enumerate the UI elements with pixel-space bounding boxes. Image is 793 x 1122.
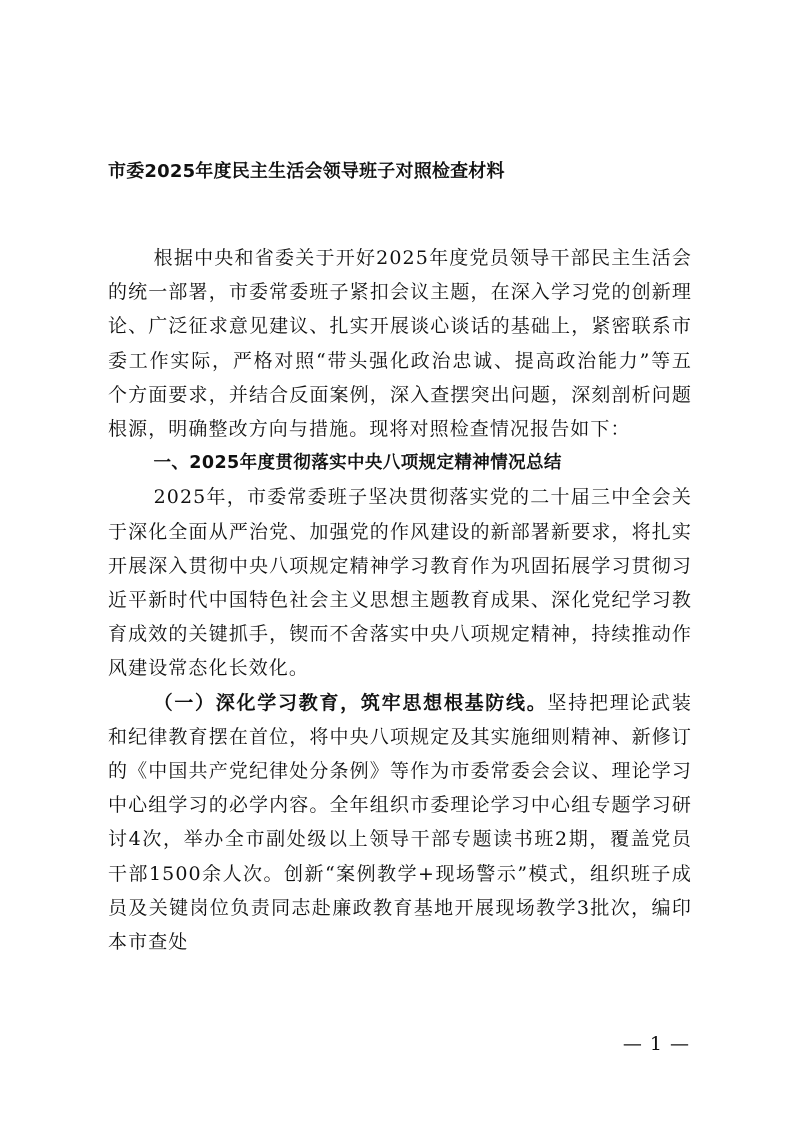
section-1-paragraph: 2025年，市委常委班子坚决贯彻落实党的二十届三中全会关于深化全面从严治党、加强党的作风建设的新部署新要求，将扎实开展深入贯彻中央八项规定精神学习教育作为巩固拓展学习贯彻习近平新时代中国特色社会主义思想主题教育成果、深化党纪学习教育成效的关键抓手，锲而不舍落实中央八项规定精神，持续推动作风建设常态化长效化。 — [108, 486, 692, 680]
subsection-1-lead: （一）深化学习教育，筑牢思想根基防线。 — [153, 691, 548, 714]
subsection-1-text: 坚持把理论武装和纪律教育摆在首位，将中央八项规定及其实施细则精神、新修订的《中国共产党纪律处分条例》等作为市委常委会会议、理论学习中心组学习的必学内容。全年组织市委理论学习中心组专题学习研讨4次，举办全市副处级以上领导干部专题读书班2期，覆盖党员干部1500余人次。创新“案例教学+现场警示”模式，组织班子成员及关键岗位负责同志赴廉政教育基地开展现场教学3批次，编印本市查处 — [108, 691, 693, 954]
document-body — [108, 241, 692, 959]
subsection-1-paragraph — [108, 686, 692, 960]
page-number: — 1 — — [622, 1033, 690, 1055]
section-heading-1: 一、2025年度贯彻落实中央八项规定精神情况总结 — [153, 453, 562, 474]
document-title: 市委2025年度民主生活会领导班子对照检查材料 — [108, 161, 505, 182]
intro-paragraph: 根据中央和省委关于开好2025年度党员领导干部民主生活会的统一部署，市委常委班子紧扣会议主题，在深入学习党的创新理论、广泛征求意见建议、扎实开展谈心谈话的基础上，紧密联系市委工作实际，严格对照“带头强化政治忠诚、提高政治能力”等五个方面要求，并结合反面案例，深入查摆突出问题，深刻剖析问题根源，明确整改方向与措施。现将对照检查情况报告如下： — [108, 247, 692, 441]
